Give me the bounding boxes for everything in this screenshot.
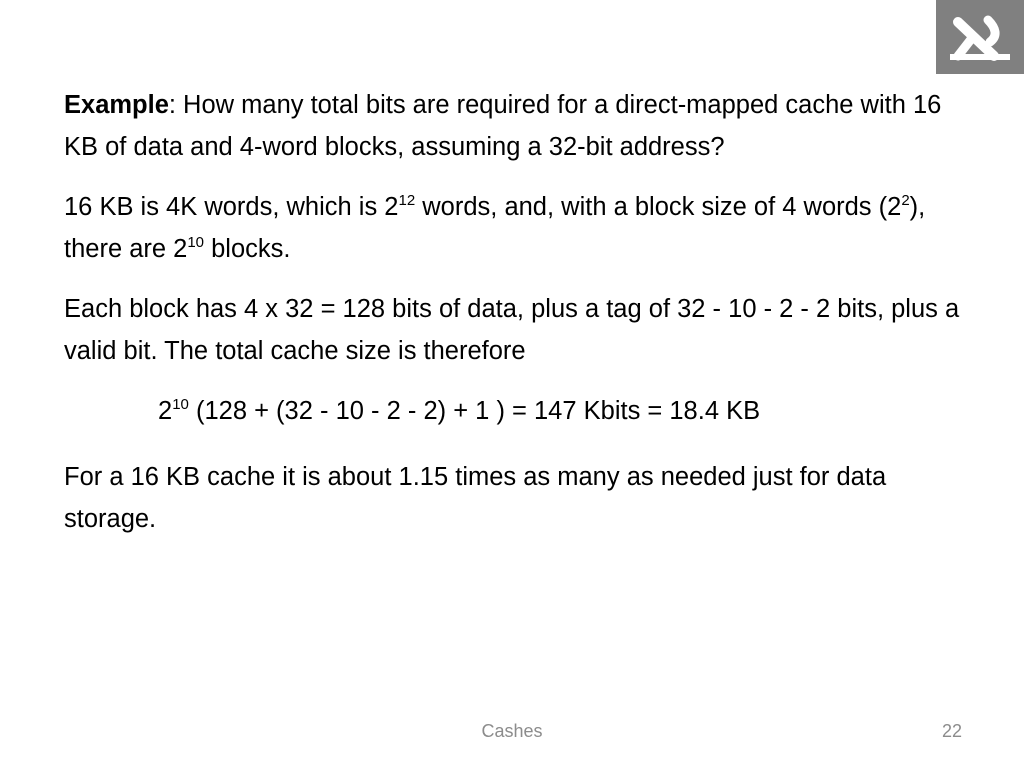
footer-title: Cashes: [481, 721, 543, 741]
exponent-12: 12: [398, 191, 416, 209]
formula-exponent: 10: [172, 395, 189, 413]
aleph-logo-icon: [944, 8, 1016, 66]
blocks-text-3: ), there are 2: [64, 193, 926, 263]
exponent-2: 2: [901, 191, 910, 209]
formula-base: 2: [158, 397, 173, 425]
blocks-explanation: [64, 186, 964, 270]
slide-body: [64, 84, 964, 558]
example-label: Example: [64, 91, 169, 119]
question-text: : How many total bits are required for a direct-mapped cache with 16 KB of data and 4-word blocks, assuming a 32-bit address?: [64, 91, 942, 161]
page-number: 22: [941, 721, 962, 741]
blocks-text-1: 16 KB is 4K words, which is 2: [64, 193, 399, 221]
exponent-10: 10: [187, 233, 205, 251]
blocks-text-2: words, and, with a block size of 4 words (2: [415, 193, 902, 221]
conclusion: For a 16 KB cache it is about 1.15 times as many as needed just for data storage.: [64, 463, 887, 533]
example-question: [64, 84, 964, 168]
block-size-explanation: Each block has 4 x 32 = 128 bits of data, plus a tag of 32 - 10 - 2 - 2 bits, plus a valid bit. The total cache size is therefore: [64, 295, 960, 365]
blocks-text-4: blocks.: [204, 235, 291, 263]
formula-rest: (128 + (32 - 10 - 2 - 2) + 1 ) = 147 Kbits = 18.4 KB: [188, 397, 761, 425]
logo: [936, 0, 1024, 74]
cache-size-formula: [64, 390, 964, 432]
